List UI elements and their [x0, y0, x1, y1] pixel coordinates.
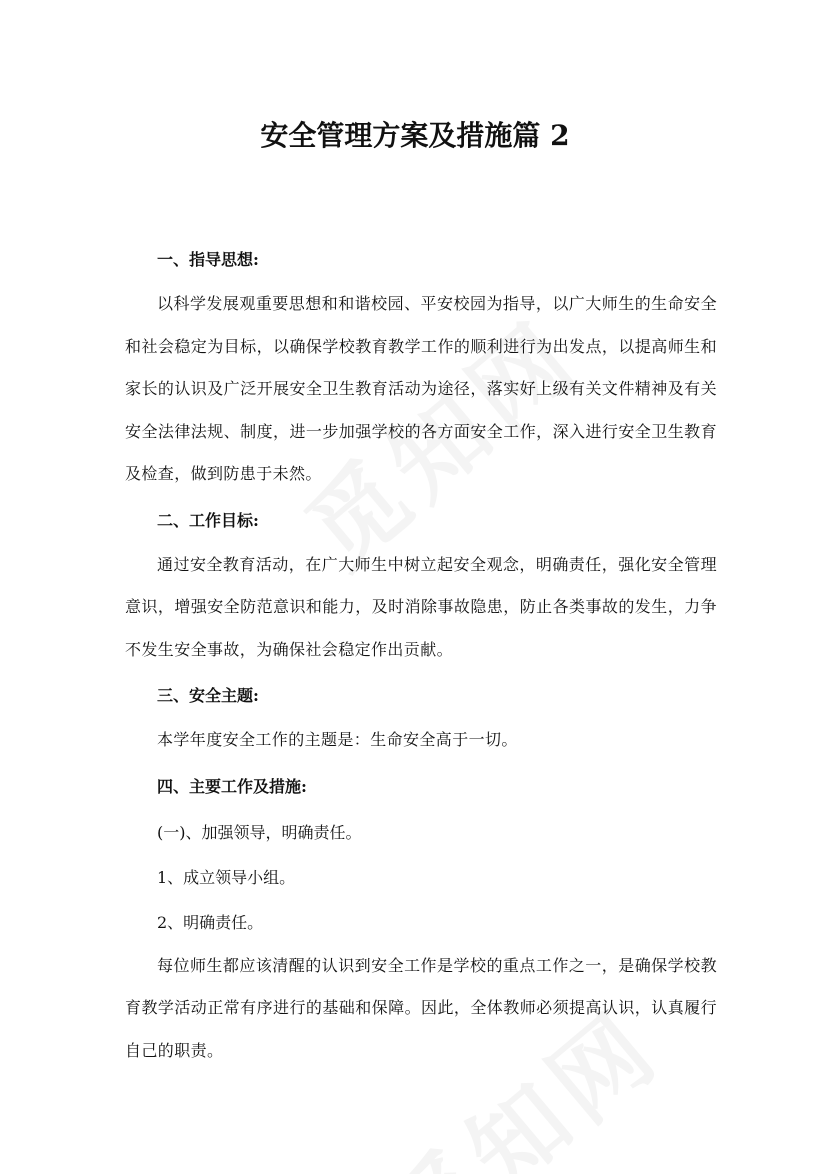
- section-heading-safety-theme: 三、安全主题:: [157, 686, 259, 705]
- list-item: 2、明确责任。: [157, 912, 264, 932]
- list-item: (一)、加强领导，明确责任。: [157, 822, 362, 842]
- list-item: 1、成立领导小组。: [157, 867, 296, 887]
- section-heading-work-goals: 二、工作目标:: [157, 510, 259, 530]
- section-paragraph-guiding-ideology: 以科学发展观重要思想和和谐校园、平安校园为指导，以广大师生的生命安全和社会稳定为目标，以确保学校教育教学工作的顺利进行为出发点，以提高师生和家长的认识及广泛开展安全卫生教育活动为途径，落实好上级有关文件精神及有关安全法律法规、制度，进一步加强学校的各方面安全工作，深入进行安全卫生教育及检查，做到防患于未然。: [125, 294, 717, 483]
- document-title: 安全管理方案及措施篇 2: [260, 119, 570, 152]
- section-paragraph-safety-theme: 本学年度安全工作的主题是：生命安全高于一切。: [157, 730, 518, 749]
- section-paragraph-work-goals: 通过安全教育活动，在广大师生中树立起安全观念，明确责任，强化安全管理意识，增强安全防范意识和能力，及时消除事故隐患，防止各类事故的发生，力争不发生安全事故，为确保社会稳定作出贡献。: [125, 554, 717, 659]
- section-paragraph-main-measures: 每位师生都应该清醒的认识到安全工作是学校的重点工作之一，是确保学校教育教学活动正常有序进行的基础和保障。因此，全体教师必须提高认识，认真履行自己的职责。: [125, 955, 717, 1060]
- section-heading-main-measures: 四、主要工作及措施:: [157, 776, 307, 796]
- section-heading-guiding-ideology: 一、指导思想:: [157, 250, 259, 269]
- document-body: [125, 237, 717, 1072]
